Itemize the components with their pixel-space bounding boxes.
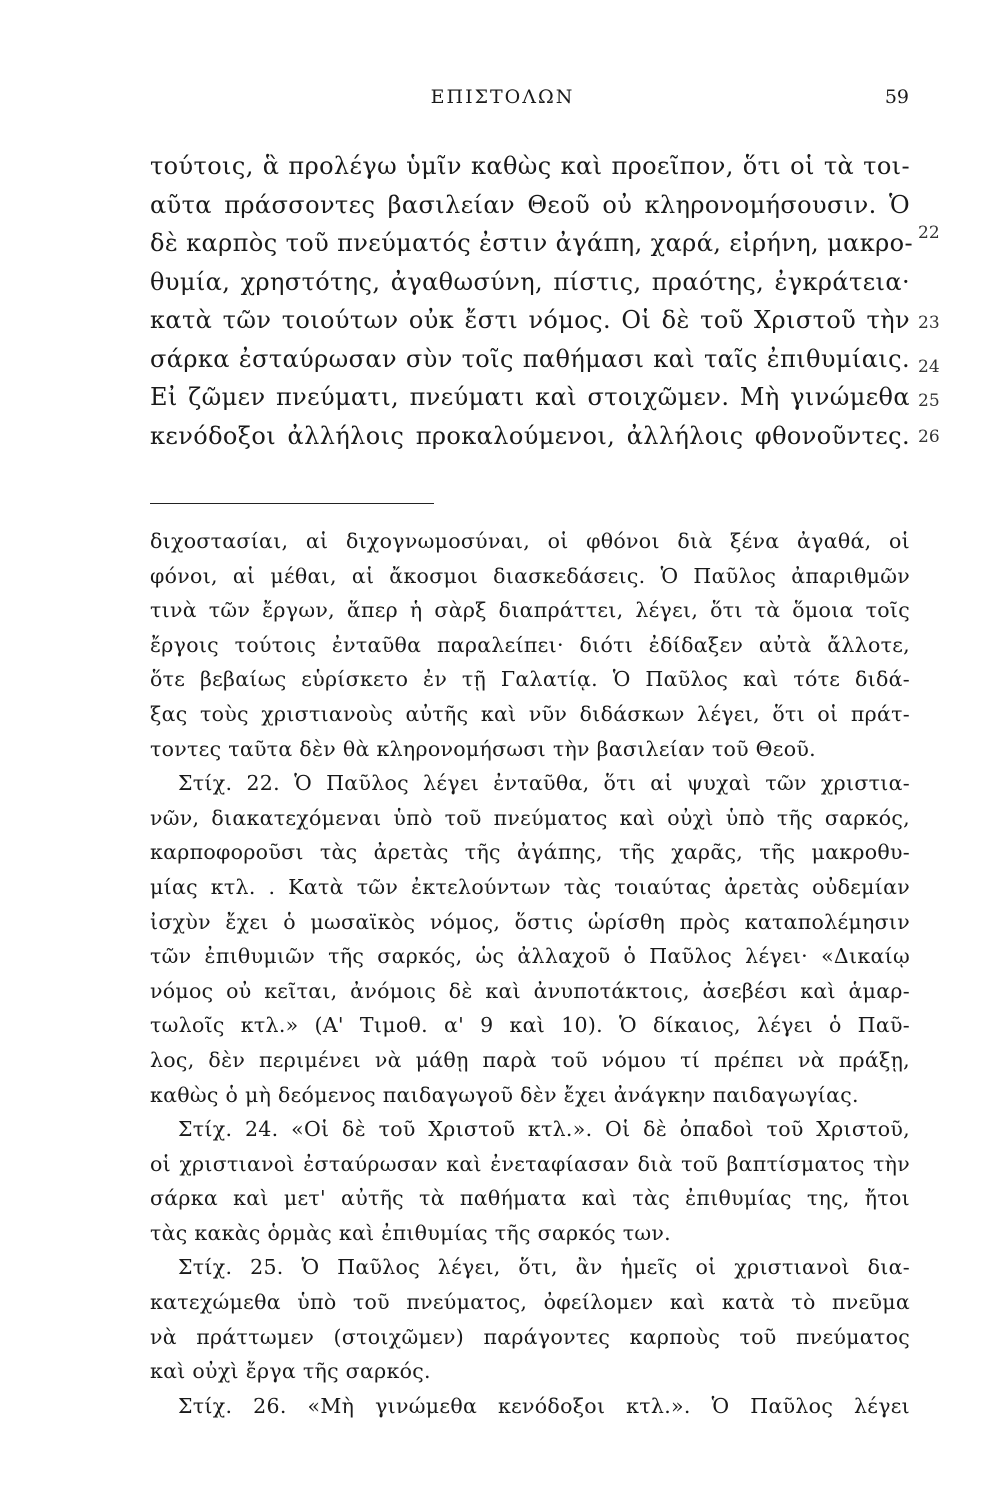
page-number: 59	[884, 86, 909, 108]
verse-number: 23	[918, 313, 940, 333]
verse-number: 26	[918, 427, 940, 447]
commentary-line: τοντες ταῦτα δὲν θὰ κληρονομήσωσι τὴν βασιλείαν τοῦ Θεοῦ.	[150, 736, 816, 761]
commentary-line: νὰ πράττωμεν (στοιχῶμεν) παράγοντες καρποὺς τοῦ πνεύματος	[150, 1324, 910, 1349]
commentary-line: καρποφοροῦσι τὰς ἀρετὰς τῆς ἀγάπης, τῆς χαρᾶς, τῆς μακροθυ-	[150, 840, 910, 865]
scripture-line: θυμία, χρηστότης, ἀγαθωσύνη, πίστις, πραότης, ἐγκράτεια·	[150, 267, 910, 296]
commentary-line: ἔργοις τούτοις ἐνταῦθα παραλείπει· διότι ἐδίδαξεν αὐτὰ ἄλλοτε,	[150, 632, 910, 657]
commentary-line: Στίχ. 24. «Οἱ δὲ τοῦ Χριστοῦ κτλ.». Οἱ δὲ ὀπαδοὶ τοῦ Χριστοῦ,	[178, 1117, 910, 1142]
commentary-text	[150, 524, 910, 1423]
commentary-line: τὰς κακὰς ὁρμὰς καὶ ἐπιθυμίας τῆς σαρκός των.	[150, 1220, 671, 1245]
commentary-line: οἱ χριστιανοὶ ἐσταύρωσαν καὶ ἐνεταφίασαν διὰ τοῦ βαπτίσματος τὴν	[150, 1151, 910, 1176]
commentary-line: λος, δὲν περιμένει νὰ μάθῃ παρὰ τοῦ νόμου τί πρέπει νὰ πράξῃ,	[150, 1047, 910, 1072]
commentary-line: Στίχ. 25. Ὁ Παῦλος λέγει, ὅτι, ἂν ἡμεῖς οἱ χριστιανοὶ δια-	[178, 1255, 910, 1280]
footnote-separator-rule	[150, 503, 434, 504]
running-head: ΕΠΙΣΤΟΛΩΝ	[430, 86, 575, 108]
scripture-text	[150, 147, 913, 455]
commentary-line: Στίχ. 26. «Μὴ γινώμεθα κενόδοξοι κτλ.». Ὁ Παῦλος λέγει	[178, 1393, 910, 1418]
commentary-line: τῶν ἐπιθυμιῶν τῆς σαρκός, ὡς ἀλλαχοῦ ὁ Παῦλος λέγει· «Δικαίῳ	[150, 944, 910, 969]
scripture-line: τούτοις, ἃ προλέγω ὑμῖν καθὼς καὶ προεῖπον, ὅτι οἱ τὰ τοι-	[150, 152, 910, 180]
commentary-line: μίας κτλ. . Κατὰ τῶν ἐκτελούντων τὰς τοιαύτας ἀρετὰς οὐδεμίαν	[150, 874, 910, 899]
commentary-line: καθὼς ὁ μὴ δεόμενος παιδαγωγοῦ δὲν ἔχει ἀνάγκην παιδαγωγίας.	[150, 1082, 859, 1107]
commentary-line: ὅτε βεβαίως εὑρίσκετο ἐν τῇ Γαλατίᾳ. Ὁ Παῦλος καὶ τότε διδά-	[150, 667, 910, 692]
scripture-line: δὲ καρπὸς τοῦ πνεύματός ἐστιν ἀγάπη, χαρά, εἰρήνη, μακρο-	[150, 229, 913, 257]
commentary-line: ἰσχὺν ἔχει ὁ μωσαϊκὸς νόμος, ὅστις ὡρίσθη πρὸς καταπολέμησιν	[150, 909, 910, 934]
commentary-line: τινὰ τῶν ἔργων, ἅπερ ἡ σὰρξ διαπράττει, λέγει, ὅτι τὰ ὅμοια τοῖς	[150, 598, 910, 623]
commentary-line: τωλοῖς κτλ.» (Α' Τιμοθ. α' 9 καὶ 10). Ὁ δίκαιος, λέγει ὁ Παῦ-	[150, 1013, 910, 1038]
commentary-line: νῶν, διακατεχόμεναι ὑπὸ τοῦ πνεύματος καὶ οὐχὶ ὑπὸ τῆς σαρκός,	[150, 805, 910, 830]
commentary-line: διχοστασίαι, αἱ διχογνωμοσύναι, οἱ φθόνοι διὰ ξένα ἀγαθά, οἱ	[150, 529, 910, 553]
verse-number: 24	[918, 357, 940, 377]
commentary-line: Στίχ. 22. Ὁ Παῦλος λέγει ἐνταῦθα, ὅτι αἱ ψυχαὶ τῶν χριστια-	[178, 771, 910, 796]
scripture-line: κενόδοξοι ἀλλήλοις προκαλούμενοι, ἀλλήλοις φθονοῦντες.	[150, 421, 910, 450]
page-header	[0, 86, 1005, 116]
scripture-line: σάρκα ἐσταύρωσαν σὺν τοῖς παθήμασι καὶ ταῖς ἐπιθυμίαις.	[150, 344, 910, 373]
commentary-line: κατεχώμεθα ὑπὸ τοῦ πνεύματος, ὀφείλομεν καὶ κατὰ τὸ πνεῦμα	[150, 1290, 910, 1315]
scripture-line: κατὰ τῶν τοιούτων οὐκ ἔστι νόμος. Οἱ δὲ τοῦ Χριστοῦ τὴν	[150, 306, 910, 334]
commentary-line: φόνοι, αἱ μέθαι, αἱ ἄκοσμοι διασκεδάσεις. Ὁ Παῦλος ἀπαριθμῶν	[150, 563, 910, 588]
commentary-line: νόμος οὐ κεῖται, ἀνόμοις δὲ καὶ ἀνυποτάκτοις, ἀσεβέσι καὶ ἁμαρ-	[150, 978, 910, 1003]
scripture-line: Εἰ ζῶμεν πνεύματι, πνεύματι καὶ στοιχῶμεν. Μὴ γινώμεθα	[150, 383, 910, 411]
commentary-line: ξας τοὺς χριστιανοὺς αὐτῆς καὶ νῦν διδάσκων λέγει, ὅτι οἱ πράτ-	[150, 701, 910, 726]
commentary-line: καὶ οὐχὶ ἔργα τῆς σαρκός.	[150, 1359, 431, 1384]
commentary-line: σάρκα καὶ μετ' αὐτῆς τὰ παθήματα καὶ τὰς ἐπιθυμίας της, ἤτοι	[150, 1186, 910, 1211]
verse-number: 22	[918, 223, 940, 243]
scripture-line: αῦτα πράσσοντες βασιλείαν Θεοῦ οὐ κληρονομήσουσιν. Ὁ	[150, 190, 910, 219]
verse-number: 25	[918, 391, 940, 411]
